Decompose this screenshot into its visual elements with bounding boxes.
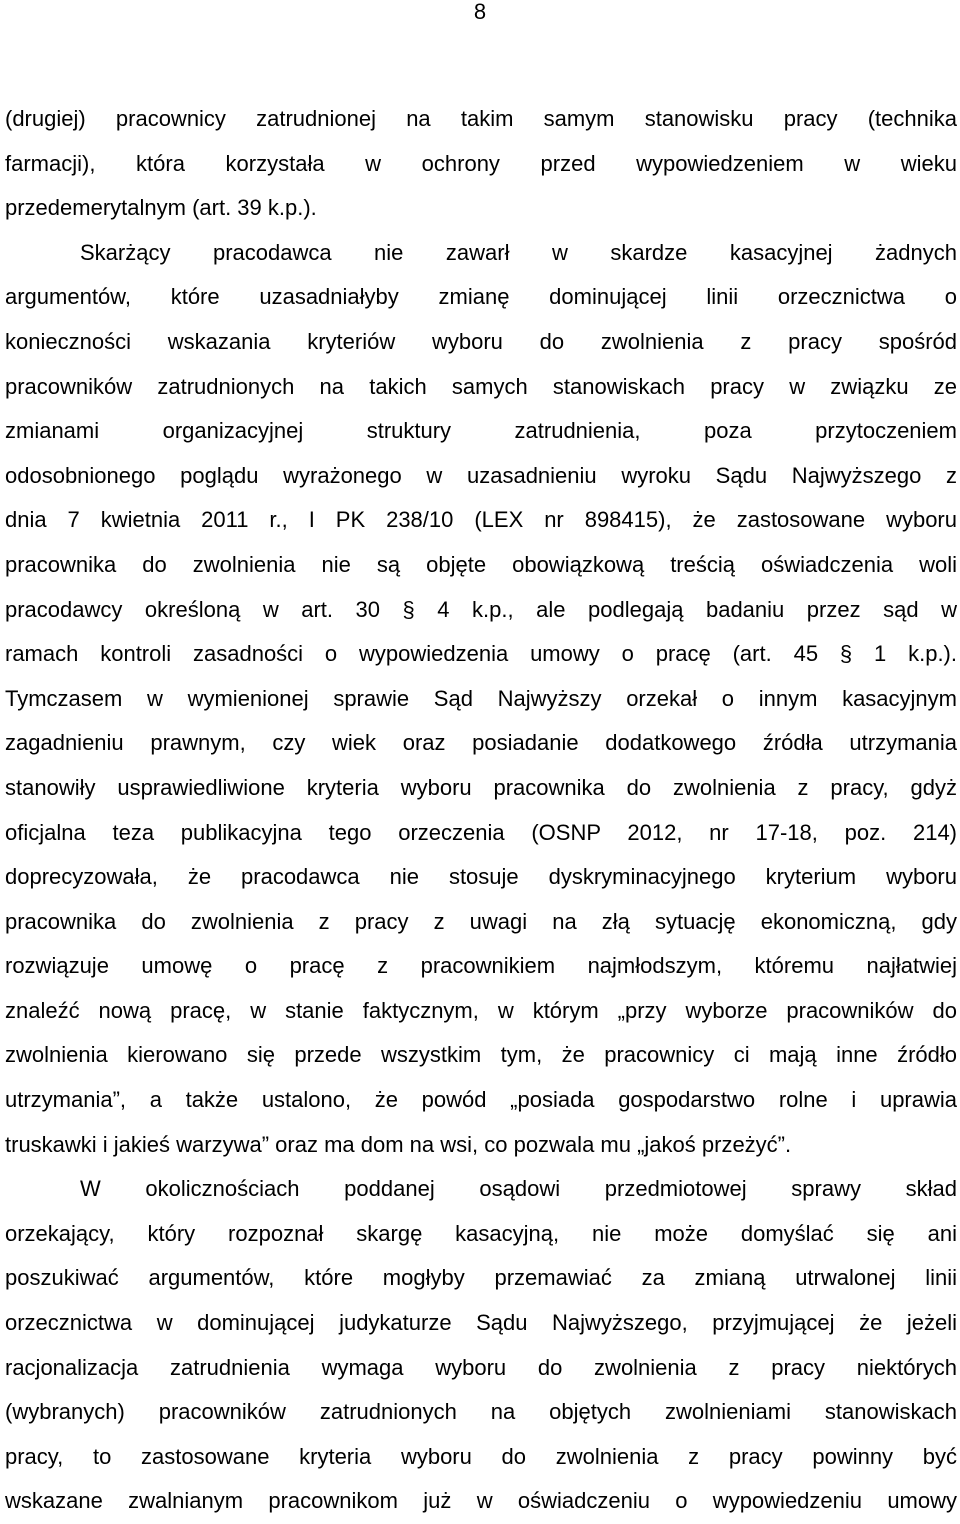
text-line: wskazane zwalnianym pracownikom już w oświadczeniu o wypowiedzeniu umowy [5,1488,957,1514]
text-line: orzecznictwa w dominującej judykaturze Sądu Najwyższego, przyjmującej że jeżeli [5,1310,957,1336]
text-line: zagadnieniu prawnym, czy wiek oraz posiadanie dodatkowego źródła utrzymania [5,730,957,756]
text-line: Tymczasem w wymienionej sprawie Sąd Najwyższy orzekał o innym kasacyjnym [5,685,957,711]
text-line: truskawki i jakieś warzywa” oraz ma dom na wsi, co pozwala mu „jakoś przeżyć”. [5,1131,792,1157]
text-line: konieczności wskazania kryteriów wyboru do zwolnienia z pracy spośród [5,328,957,354]
text-line: pracownika do zwolnienia nie są objęte obowiązkową treścią oświadczenia woli [5,551,957,577]
text-line: przedemerytalnym (art. 39 k.p.). [5,195,317,221]
text-line: zmianami organizacyjnej struktury zatrudnienia, poza przytoczeniem [5,418,957,444]
text-line: rozwiązuje umowę o pracę z pracownikiem najmłodszym, któremu najłatwiej [5,953,957,979]
document-body [5,97,957,1524]
text-line: ramach kontroli zasadności o wypowiedzenia umowy o pracę (art. 45 § 1 k.p.). [5,641,957,667]
text-line: dnia 7 kwietnia 2011 r., I PK 238/10 (LEX nr 898415), że zastosowane wyboru [5,507,957,533]
text-line: (drugiej) pracownicy zatrudnionej na takim samym stanowisku pracy (technika [5,106,957,131]
text-line: racjonalizacja zatrudnienia wymaga wyboru do zwolnienia z pracy niektórych [5,1354,957,1380]
text-line: doprecyzowała, że pracodawca nie stosuje dyskryminacyjnego kryterium wyboru [5,864,957,890]
text-line: argumentów, które uzasadniałyby zmianę dominującej linii orzecznictwa o [5,284,957,310]
text-line: utrzymania”, a także ustalono, że powód „posiada gospodarstwo rolne i uprawia [5,1087,957,1113]
text-line: znaleźć nową pracę, w stanie faktycznym, w którym „przy wyborze pracowników do [5,997,957,1023]
text-line: stanowiły usprawiedliwione kryteria wyboru pracownika do zwolnienia z pracy, gdyż [5,774,957,800]
text-line: pracodawcy określoną w art. 30 § 4 k.p., ale podlegają badaniu przez sąd w [5,596,957,622]
text-line: orzekający, który rozpoznał skargę kasacyjną, nie może domyślać się ani [5,1220,957,1246]
text-line: odosobnionego poglądu wyrażonego w uzasadnieniu wyroku Sądu Najwyższego z [5,462,957,488]
text-line: farmacji), która korzystała w ochrony przed wypowiedzeniem w wieku [5,150,957,176]
text-line: pracy, to zastosowane kryteria wyboru do zwolnienia z pracy powinny być [5,1443,957,1469]
text-line: Skarżący pracodawca nie zawarł w skardze kasacyjnej żadnych [80,239,957,265]
page-number: 8 [473,0,487,24]
text-line: pracownika do zwolnienia z pracy z uwagi na złą sytuację ekonomiczną, gdy [5,908,957,934]
text-line: W okolicznościach poddanej osądowi przedmiotowej sprawy skład [80,1176,957,1202]
text-line: zwolnienia kierowano się przede wszystkim tym, że pracownicy ci mają inne źródło [5,1042,957,1068]
text-line: oficjalna teza publikacyjna tego orzeczenia (OSNP 2012, nr 17-18, poz. 214) [5,819,957,845]
text-line: pracowników zatrudnionych na takich samych stanowiskach pracy w związku ze [5,373,957,399]
text-line: (wybranych) pracowników zatrudnionych na objętych zwolnieniami stanowiskach [5,1399,957,1425]
text-line: poszukiwać argumentów, które mogłyby przemawiać za zmianą utrwalonej linii [5,1265,957,1291]
